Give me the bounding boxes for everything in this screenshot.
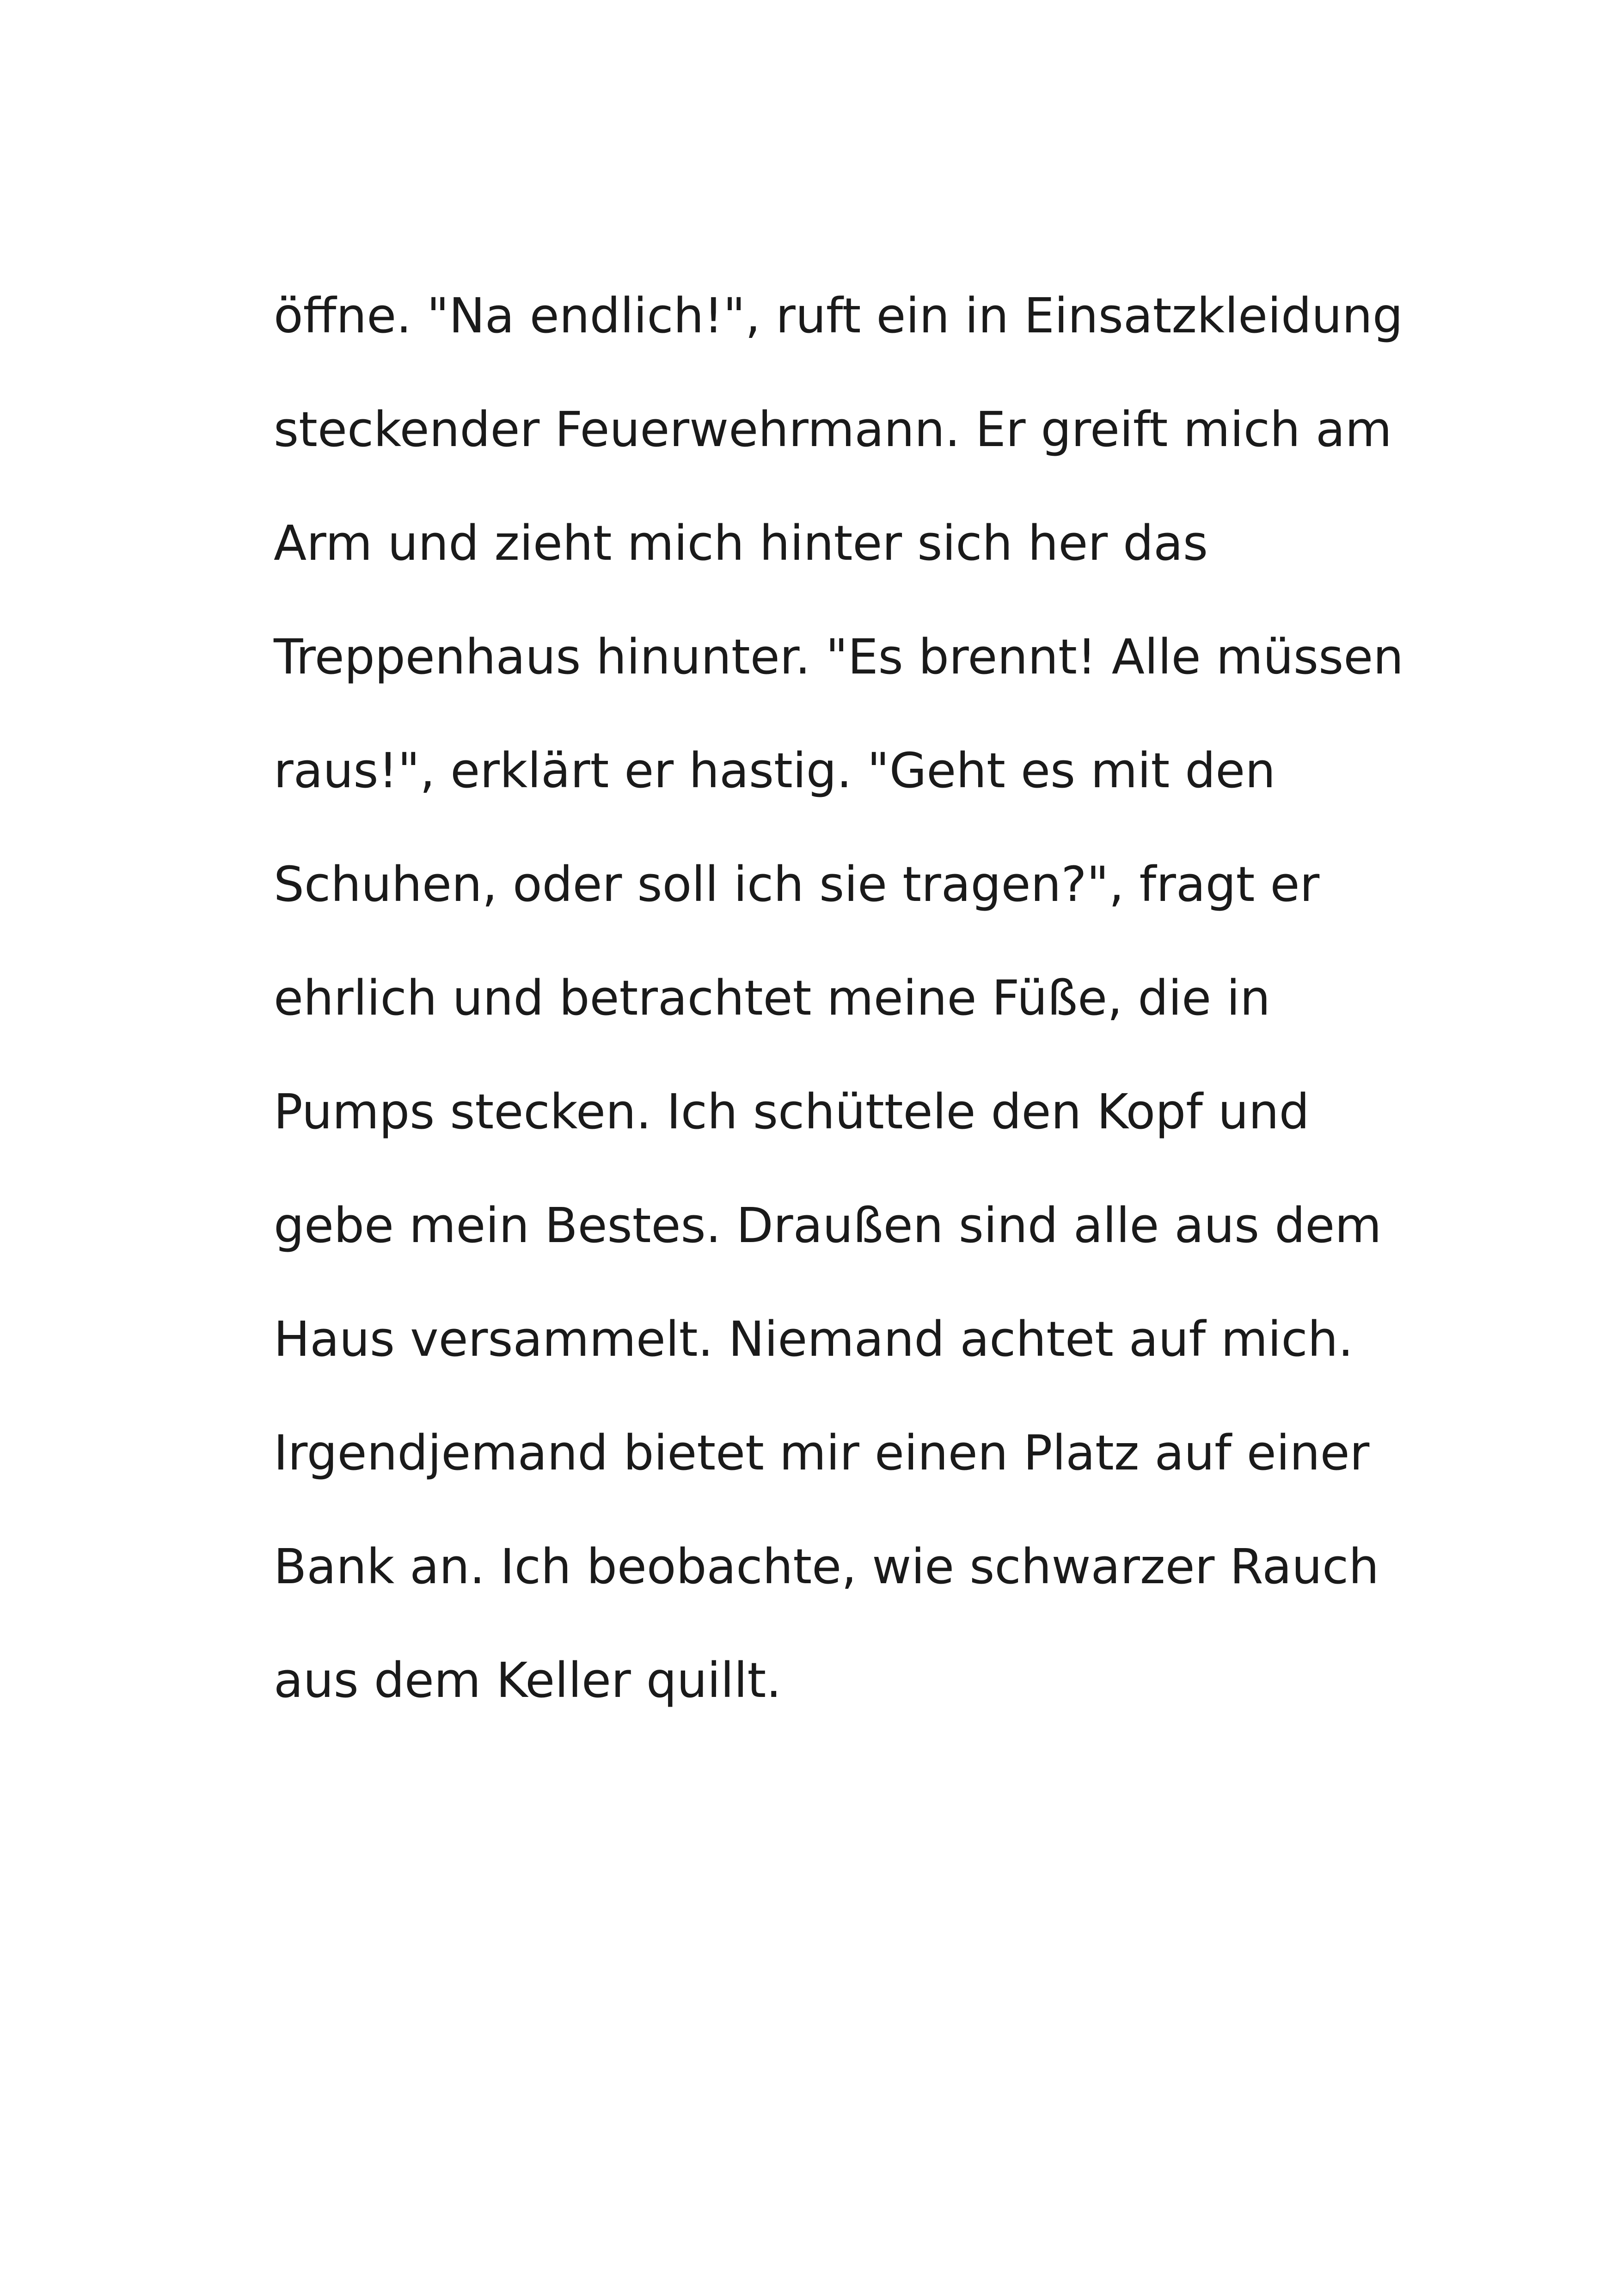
text-line: Schuhen, oder soll ich sie tragen?", fragt er [274,856,1320,912]
text-line: Treppenhaus hinunter. "Es brennt! Alle müssen [274,629,1404,685]
text-line: Bank an. Ich beobachte, wie schwarzer Rauch [274,1538,1379,1595]
text-line: aus dem Keller quillt. [274,1652,782,1708]
text-line: ehrlich und betrachtet meine Füße, die in [274,970,1271,1026]
text-line: Arm und zieht mich hinter sich her das [274,515,1208,571]
text-line: Irgendjemand bietet mir einen Platz auf einer [274,1425,1370,1481]
text-line: gebe mein Bestes. Draußen sind alle aus dem [274,1197,1382,1254]
text-line: raus!", erklärt er hastig. "Geht es mit den [274,742,1276,799]
text-line: Pumps stecken. Ich schüttele den Kopf und [274,1084,1310,1140]
text-line: steckender Feuerwehrmann. Er greift mich am [274,401,1392,458]
text-line: öffne. "Na endlich!", ruft ein in Einsatzkleidung [274,288,1403,344]
body-text [274,259,1429,1737]
text-line: Haus versammelt. Niemand achtet auf mich. [274,1311,1354,1367]
